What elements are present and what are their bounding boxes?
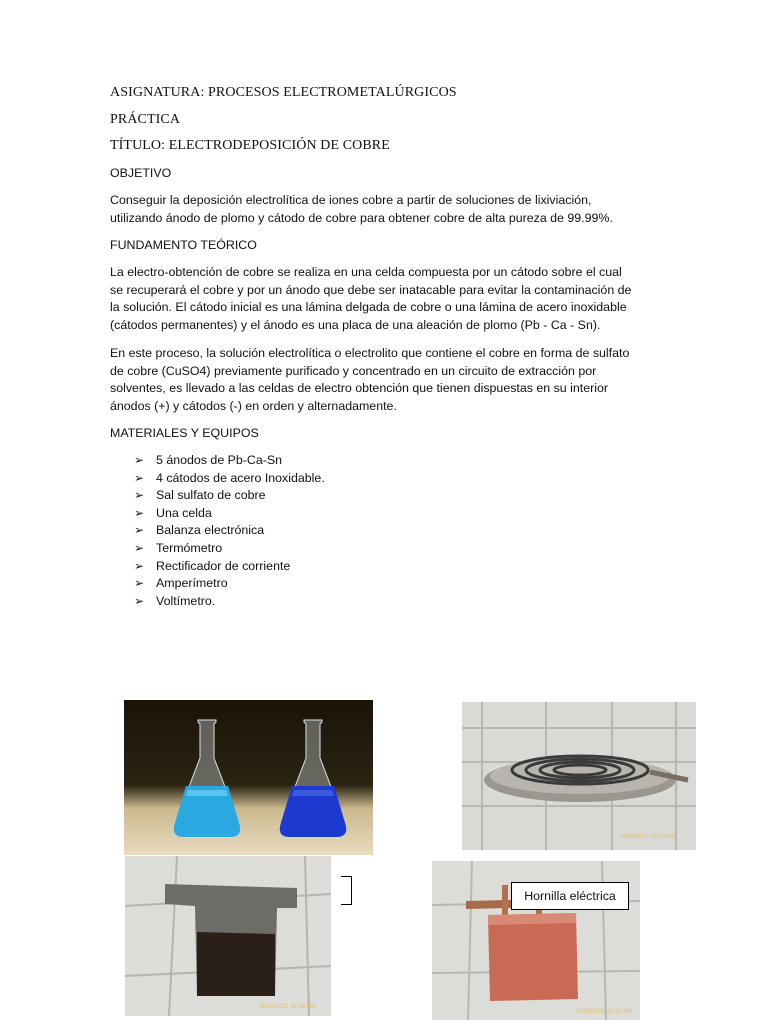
theory-heading: FUNDAMENTO TEÓRICO (110, 238, 257, 252)
list-item: ➢ 4 cátodos de acero Inoxidable. (134, 470, 325, 488)
arrow-bullet-icon: ➢ (134, 488, 145, 503)
theory-line: (cátodos permanentes) y el ánodo es una placa de una aleación de plomo (Pb - Ca - Sn). (110, 317, 601, 332)
arrow-bullet-icon: ➢ (134, 540, 145, 555)
arrow-bullet-icon: ➢ (134, 593, 145, 608)
objective-paragraph (110, 192, 666, 227)
practice-heading: PRÁCTICA (110, 112, 181, 127)
arrow-bullet-icon: ➢ (134, 453, 145, 467)
theory-paragraph-2 (110, 345, 666, 415)
list-item: ➢ Voltímetro. (134, 593, 325, 611)
arrow-bullet-icon: ➢ (134, 523, 145, 538)
svg-text:10/09/2011 11:18 AM: 10/09/2011 11:18 AM (259, 1004, 316, 1010)
title-heading: TÍTULO: ELECTRODEPOSICIÓN DE COBRE (110, 138, 390, 153)
list-item: ➢ Sal sulfato de cobre (134, 487, 325, 505)
arrow-bullet-icon: ➢ (134, 576, 145, 591)
list-item: ➢ Amperímetro (134, 575, 325, 593)
arrow-bullet-icon: ➢ (134, 505, 145, 520)
materials-list (134, 452, 325, 610)
objective-line: Conseguir la deposición electrolítica de iones cobre a partir de soluciones de lixiviación, (110, 193, 592, 207)
list-item: ➢ Una celda (134, 505, 325, 523)
theory-paragraph-1 (110, 264, 666, 334)
hotplate-caption: Hornilla eléctrica (511, 882, 629, 910)
arrow-bullet-icon: ➢ (134, 470, 145, 485)
flasks-photo (124, 700, 373, 855)
svg-text:10/09/2011 11:13 AM: 10/09/2011 11:13 AM (620, 834, 677, 840)
objective-heading: OBJETIVO (110, 166, 172, 180)
list-item: ➢ 5 ánodos de Pb-Ca-Sn (134, 452, 325, 470)
anode-photo (125, 856, 331, 1016)
theory-line: se recuperará el cobre y por un ánodo que debe ser inatacable para evitar la contaminación de (110, 282, 632, 297)
list-item: ➢ Balanza electrónica (134, 522, 325, 540)
arrow-bullet-icon: ➢ (134, 558, 145, 573)
theory-line: La electro-obtención de cobre se realiza en una celda compuesta por un cátodo sobre el cual (110, 265, 622, 279)
theory-line: En este proceso, la solución electrolítica o electrolito que contiene el cobre en forma de sulfato (110, 346, 630, 360)
svg-text:10/09/2011 11:14 AM: 10/09/2011 11:14 AM (576, 1009, 633, 1015)
subject-heading: ASIGNATURA: PROCESOS ELECTROMETALÚRGICOS (110, 85, 457, 100)
objective-line: utilizando ánodo de plomo y cátodo de cobre para obtener cobre de alta pureza de 99.99%. (110, 210, 613, 225)
list-item: ➢ Termómetro (134, 540, 325, 558)
theory-line: solventes, es llevado a las celdas de electro obtención que tienen dispuestas en su interior (110, 381, 609, 396)
list-item: ➢ Rectificador de corriente (134, 558, 325, 576)
theory-line: ánodos (+) y cátodos (-) en orden y alternadamente. (110, 398, 397, 413)
hotplate-photo (462, 702, 696, 850)
materials-heading: MATERIALES Y EQUIPOS (110, 426, 259, 440)
theory-line: la solución. El cátodo inicial es una lámina delgada de cobre o una lámina de acero inoxidable (110, 300, 627, 315)
theory-line: de cobre (CuSO4) previamente purificado y concentrado en un circuito de extracción por (110, 363, 597, 378)
empty-caption-bracket (341, 876, 352, 905)
